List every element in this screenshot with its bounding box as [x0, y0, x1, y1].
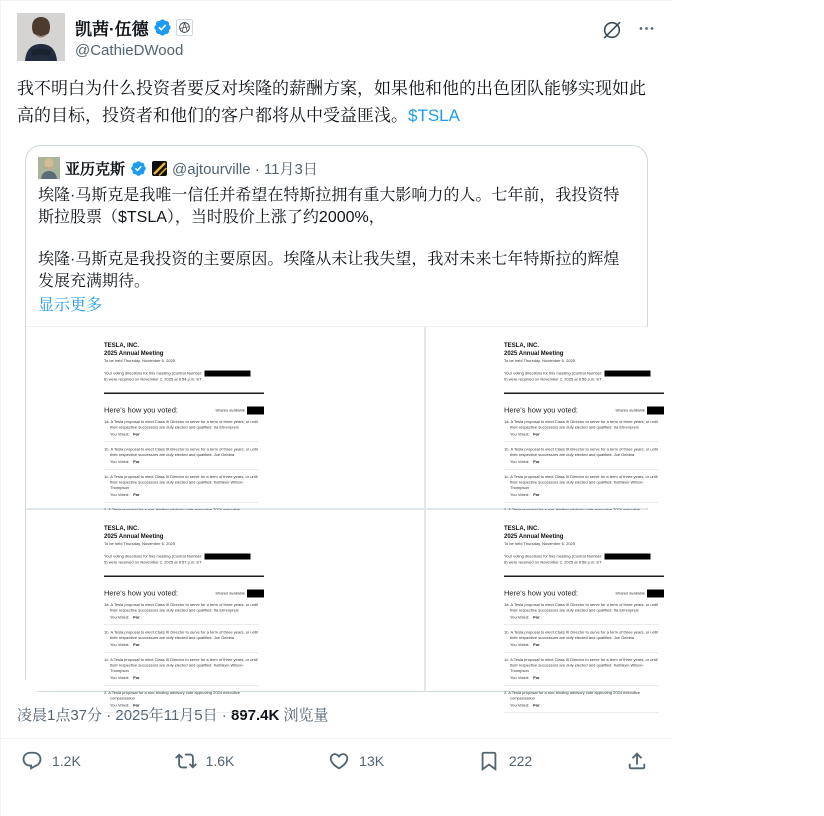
reply-count: 1.2K — [52, 753, 81, 769]
doc-item-3 — [504, 470, 659, 503]
share-icon — [626, 750, 648, 772]
redaction-box — [204, 554, 250, 560]
redaction-box — [247, 406, 264, 414]
doc-vote-line: You Voted: For — [110, 432, 140, 437]
doc-shares-label: Shares available — [615, 408, 645, 413]
grok-icon — [601, 19, 623, 41]
redaction-box — [647, 589, 664, 597]
doc-item-3 — [104, 653, 259, 686]
redaction-box — [604, 371, 650, 377]
doc-item-text: 2. A Tesla proposal for a non-binding advisory vote approving 2024 executive compensation — [504, 690, 641, 701]
redaction-box — [247, 589, 264, 597]
doc-item-text: 1c. A Tesla proposal to elect Class III Director to serve for a term of three years, or until their respective successors are duly elected and qualified: Kathleen Wilson-Thompson — [504, 657, 658, 674]
doc-item-text: 1b. A Tesla proposal to elect Class III Director to serve for a term of three years, or until their respective successors are duly elected and qualified: Joe Gebbia — [504, 447, 658, 458]
doc-shares-label: Shares available — [215, 591, 245, 596]
timestamp-separator: · — [217, 707, 231, 724]
quote-image-4[interactable] — [426, 510, 824, 708]
doc-voted-heading: Here's how you voted: — [504, 406, 578, 415]
doc-item-1 — [104, 598, 259, 626]
redaction-box — [604, 554, 650, 560]
doc-rule — [104, 393, 264, 395]
doc-voted-heading: Here's how you voted: — [104, 406, 178, 415]
doc-shares — [615, 406, 664, 414]
bookmark-button[interactable] — [478, 750, 532, 772]
doc-held: To be held Thursday, November 6, 2025 — [504, 541, 576, 546]
doc-company: TESLA, INC. — [504, 524, 540, 532]
doc-meeting: 2025 Annual Meeting — [504, 532, 564, 540]
doc-control-line: Your voting directions for this meeting (Control Number: 0) were received on November 2, 2025 at 6:56 p.m. ET — [504, 371, 654, 383]
doc-vote-line: You Voted: For — [510, 459, 540, 465]
quote-image-3[interactable] — [26, 510, 424, 708]
doc-vote-line: You Voted: For — [110, 703, 140, 708]
doc-company: TESLA, INC. — [104, 341, 140, 349]
doc-item-text: 1a. A Tesla proposal to elect Class III Director to serve for a term of three years, or until their respective successors are duly elected and qualified: Ira Ehrenpreis — [504, 602, 658, 613]
doc-voted-heading: Here's how you voted: — [104, 589, 178, 598]
avatar-image — [17, 13, 65, 61]
views-count: 897.4K — [230, 707, 280, 724]
doc-meeting: 2025 Annual Meeting — [104, 532, 164, 540]
quote-author-handle-date[interactable]: @ajtourville · 11月3日 — [172, 160, 318, 178]
like-icon — [328, 750, 350, 772]
like-count: 13K — [359, 753, 385, 769]
quote-text — [26, 179, 647, 293]
bookmark-icon — [478, 750, 500, 772]
doc-item-text: 1b. A Tesla proposal to elect Class III Director to serve for a term of three years, or until their respective successors are duly elected and qualified: Joe Gebbia — [104, 447, 258, 458]
quote-author-name[interactable]: 亚历克斯 — [65, 160, 126, 178]
doc-item-2 — [104, 442, 259, 470]
doc-item-3 — [104, 470, 259, 503]
doc-shares — [215, 406, 264, 414]
author-handle[interactable]: @CathieDWood — [75, 42, 184, 59]
repost-button[interactable] — [175, 750, 235, 772]
author-block — [75, 13, 193, 61]
author-name[interactable]: 凯茜·伍德 — [75, 20, 149, 39]
avatar[interactable] — [17, 13, 65, 61]
doc-vote-line: You Voted: For — [510, 642, 540, 648]
doc-vote-line: You Voted: For — [510, 703, 540, 708]
doc-item-2 — [504, 625, 659, 653]
document — [104, 341, 264, 530]
document — [504, 524, 664, 713]
doc-company: TESLA, INC. — [104, 524, 140, 532]
doc-vote-line: You Voted: For — [510, 675, 540, 681]
doc-held: To be held Thursday, November 6, 2025 — [104, 358, 176, 363]
affiliate-badge-ark-icon[interactable] — [176, 19, 193, 36]
doc-rule — [504, 576, 664, 578]
action-bar — [1, 739, 672, 783]
header-actions — [601, 13, 656, 61]
doc-voted-row — [504, 589, 664, 598]
doc-item-text: 2. A Tesla proposal for a non-binding advisory vote approving 2024 executive compensation — [104, 690, 241, 701]
doc-company: TESLA, INC. — [504, 341, 540, 349]
reply-icon — [21, 750, 43, 772]
quoted-post[interactable] — [25, 145, 658, 708]
post-header — [1, 1, 672, 61]
doc-item-3 — [504, 653, 659, 686]
grok-actions-button[interactable] — [601, 19, 623, 41]
quote-paragraph: 埃隆·马斯克是我投资的主要原因。埃隆从未让我失望，我对未来七年特斯拉的辉煌发展充满期待。 — [38, 251, 620, 290]
doc-rule — [104, 576, 264, 578]
redaction-box — [647, 406, 664, 414]
doc-item-text: 1a. A Tesla proposal to elect Class III Director to serve for a term of three years, or until their respective successors are duly elected and qualified: Ira Ehrenpreis — [104, 419, 258, 430]
doc-vote-line: You Voted: For — [110, 492, 140, 498]
doc-rule — [504, 393, 664, 395]
quote-image-grid — [26, 326, 658, 708]
document — [504, 341, 664, 530]
quote-avatar[interactable] — [38, 157, 60, 179]
more-icon — [637, 19, 656, 38]
doc-vote-line: You Voted: For — [110, 642, 140, 648]
doc-shares-label: Shares available — [615, 591, 645, 596]
doc-shares — [615, 589, 664, 597]
doc-control-line: Your voting directions for this meeting (Control Number: 5) were received on November 2, 2025 at 6:57 p.m. ET — [104, 554, 254, 566]
quote-avatar-image — [38, 157, 60, 179]
doc-item-4 — [104, 686, 259, 714]
views-label: 浏览量 — [279, 707, 329, 724]
more-menu-button[interactable] — [637, 19, 656, 38]
doc-vote-line: You Voted: For — [510, 432, 540, 437]
doc-item-text: 1b. A Tesla proposal to elect Class III Director to serve for a term of three years, or until their respective successors are duly elected and qualified: Joe Gebbia — [104, 630, 258, 641]
repost-count: 1.6K — [205, 753, 235, 769]
doc-voted-row — [104, 589, 264, 598]
quote-header — [26, 146, 647, 179]
doc-control-line: Your voting directions for this meeting (Control Number: 8) were received on November 2, 2025 at 6:58 p.m. ET — [504, 554, 654, 566]
share-button[interactable] — [626, 750, 648, 772]
doc-item-1 — [504, 598, 659, 626]
doc-item-2 — [104, 625, 259, 653]
doc-meeting: 2025 Annual Meeting — [504, 349, 564, 357]
doc-vote-line: You Voted: For — [510, 615, 540, 620]
show-more-link[interactable]: 显示更多 — [38, 297, 103, 314]
doc-item-text: 1a. A Tesla proposal to elect Class III Director to serve for a term of three years, or until their respective successors are duly elected and qualified: Ira Ehrenpreis — [104, 602, 258, 613]
quote-image-2[interactable] — [426, 327, 824, 508]
doc-voted-row — [104, 406, 264, 415]
quote-image-1[interactable] — [26, 327, 424, 508]
quote-affiliate-badge-icon — [152, 161, 167, 176]
reply-button[interactable] — [21, 750, 81, 772]
doc-item-text: 1c. A Tesla proposal to elect Class III Director to serve for a term of three years, or until their respective successors are duly elected and qualified: Kathleen Wilson-Thompson — [504, 474, 658, 491]
verified-badge-icon — [153, 18, 172, 37]
doc-item-text: 1c. A Tesla proposal to elect Class III Director to serve for a term of three years, or until their respective successors are duly elected and qualified: Kathleen Wilson-Thompson — [104, 657, 258, 674]
cashtag-link[interactable]: $TSLA — [408, 106, 460, 125]
like-button[interactable] — [328, 750, 384, 772]
quote-verified-badge-icon — [130, 160, 147, 177]
doc-item-4 — [504, 686, 659, 714]
bookmark-count: 222 — [508, 753, 533, 769]
doc-meeting: 2025 Annual Meeting — [104, 349, 164, 357]
doc-held: To be held Thursday, November 6, 2025 — [104, 541, 176, 546]
post-text — [1, 75, 672, 129]
doc-vote-line: You Voted: For — [110, 459, 140, 465]
doc-voted-heading: Here's how you voted: — [504, 589, 578, 598]
doc-vote-line: You Voted: For — [510, 492, 540, 498]
doc-held: To be held Thursday, November 6, 2025 — [504, 358, 576, 363]
doc-item-1 — [504, 415, 659, 443]
doc-control-line: Your voting directions for this meeting (Control Number: 6) were received on November 2, 2025 at 6:54 p.m. ET — [104, 371, 254, 383]
doc-shares — [215, 589, 264, 597]
quote-paragraph: 埃隆·马斯克是我唯一信任并希望在特斯拉拥有重大影响力的人。七年前，我投资特斯拉股票（$TSLA），当时股价上涨了约2000%， — [38, 187, 620, 226]
doc-item-2 — [504, 442, 659, 470]
doc-item-text: 1b. A Tesla proposal to elect Class III Director to serve for a term of three years, or until their respective successors are duly elected and qualified: Joe Gebbia — [504, 630, 658, 641]
timestamp: 凌晨1点37分 · 2025年11月5日 — [17, 707, 218, 724]
redaction-box — [204, 371, 250, 377]
doc-item-1 — [104, 415, 259, 443]
doc-shares-label: Shares available — [215, 408, 245, 413]
document — [104, 524, 264, 713]
post-text-body: 我不明白为什么投资者要反对埃隆的薪酬方案，如果他和他的出色团队能够实现如此高的目标，投资者和他们的客户都将从中受益匪浅。 — [17, 79, 646, 125]
doc-vote-line: You Voted: For — [110, 615, 140, 620]
doc-vote-line: You Voted: For — [110, 675, 140, 681]
doc-voted-row — [504, 406, 664, 415]
doc-item-text: 1c. A Tesla proposal to elect Class III Director to serve for a term of three years, or until their respective successors are duly elected and qualified: Kathleen Wilson-Thompson — [104, 474, 258, 491]
repost-icon — [175, 750, 197, 772]
doc-item-text: 1a. A Tesla proposal to elect Class III Director to serve for a term of three years, or until their respective successors are duly elected and qualified: Ira Ehrenpreis — [504, 419, 658, 430]
